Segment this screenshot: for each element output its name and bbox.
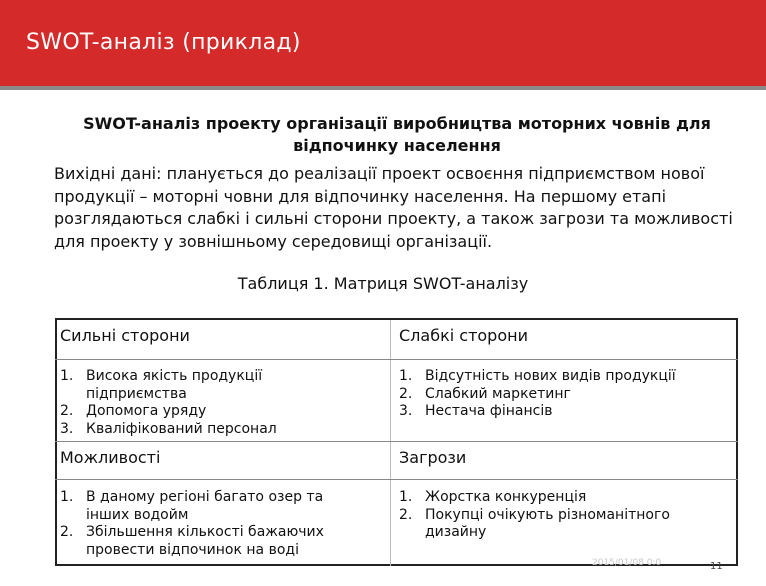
- footer-date: 2015/01/08 0:0: [592, 558, 662, 568]
- section-subtitle: SWOT-аналіз проекту організації виробництва моторних човнів для відпочинку населення: [83, 114, 711, 155]
- list-item: 2. Збільшення кількості бажаючих провести відпочинок на воді: [60, 524, 324, 558]
- opportunities-list: [58, 489, 368, 559]
- weaknesses-header: Слабкі сторони: [399, 326, 528, 345]
- header-divider: [0, 86, 766, 90]
- list-item: 3. Нестача фінансів: [399, 403, 553, 419]
- threats-header: Загрози: [399, 448, 467, 467]
- list-item: 2. Слабкий маркетинг: [399, 385, 571, 402]
- table-caption: Таблиця 1. Матриця SWOT-аналізу: [237, 274, 529, 293]
- strengths-header: Сильні сторони: [60, 326, 190, 345]
- row-divider: [55, 479, 738, 480]
- list-item: 1. Жорстка конкуренція: [399, 489, 587, 505]
- list-item: 1. Відсутність нових видів продукції: [399, 368, 676, 384]
- list-item: 2. Покупці очікують різноманітного дизайну: [399, 506, 670, 540]
- list-item: 1. В даному регіоні багато озер та інших водойм: [60, 489, 324, 523]
- column-divider: [390, 320, 391, 566]
- intro-paragraph: Вихідні дані: планується до реалізації проект освоєння підприємством нової продукції – моторні човни для відпочинку населення. На першому етапі розглядаються слабкі і сильні сторони проекту, а також загрози та можливості для проекту у зовнішньому середовищі організації.: [54, 164, 733, 251]
- row-divider: [55, 359, 738, 360]
- list-item: 1. Висока якість продукції підприємства: [60, 368, 263, 402]
- weaknesses-list: [397, 368, 727, 421]
- slide-title: SWOT-аналіз (приклад): [26, 30, 301, 55]
- opportunities-header: Можливості: [60, 448, 161, 467]
- threats-list: [397, 489, 717, 542]
- list-item: 2. Допомога уряду: [60, 403, 207, 419]
- list-item: 3. Кваліфікований персонал: [60, 420, 277, 437]
- page-number: 11: [710, 561, 723, 572]
- row-divider: [55, 441, 738, 442]
- strengths-list: [58, 368, 298, 438]
